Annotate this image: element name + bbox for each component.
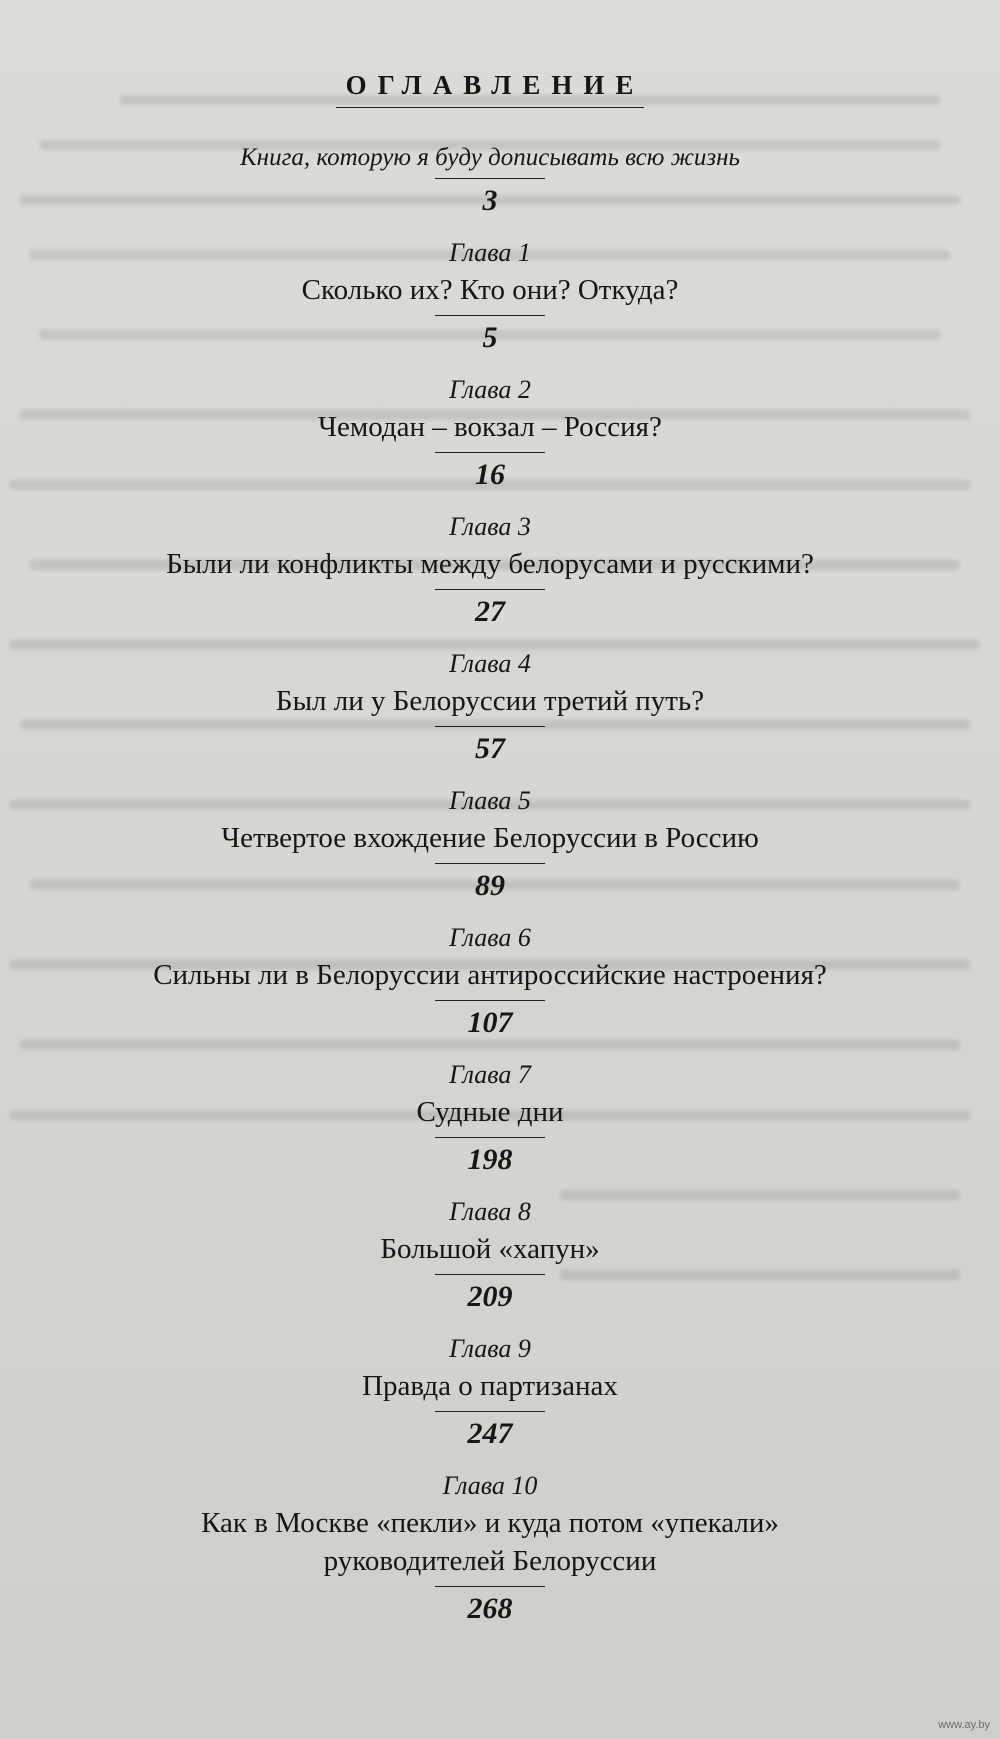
page-number: 268 bbox=[467, 1592, 513, 1625]
chapter-label: Глава 5 bbox=[449, 786, 531, 815]
page-number: 89 bbox=[475, 869, 505, 902]
divider-rule bbox=[435, 863, 545, 864]
chapter-entry-6 bbox=[60, 920, 920, 1041]
chapter-label: Глава 1 bbox=[449, 238, 531, 267]
chapter-title: Правда о партизанах bbox=[362, 1370, 618, 1402]
divider-rule bbox=[435, 726, 545, 727]
chapter-title: Был ли у Белоруссии третий путь? bbox=[275, 685, 705, 717]
page-number: 198 bbox=[467, 1143, 513, 1176]
chapter-title: Сколько их? Кто они? Откуда? bbox=[301, 274, 679, 306]
chapter-entry-10 bbox=[60, 1468, 920, 1627]
chapter-label: Глава 10 bbox=[442, 1471, 538, 1500]
divider-rule bbox=[435, 178, 545, 179]
divider-rule bbox=[435, 452, 545, 453]
chapter-title: Были ли конфликты между белорусами и русскими? bbox=[166, 548, 814, 580]
divider-rule bbox=[435, 1274, 545, 1275]
chapter-entry-2 bbox=[60, 372, 920, 493]
divider-rule bbox=[435, 1411, 545, 1412]
intro-entry bbox=[60, 144, 920, 219]
divider-rule bbox=[435, 589, 545, 590]
chapter-entry-4 bbox=[60, 646, 920, 767]
divider-rule bbox=[435, 1000, 545, 1001]
chapter-label: Глава 2 bbox=[449, 375, 531, 404]
page-number: 107 bbox=[467, 1006, 513, 1039]
page-number: 247 bbox=[467, 1417, 513, 1450]
page-number: 57 bbox=[475, 732, 505, 765]
chapter-title: Большой «хапун» bbox=[380, 1233, 600, 1265]
chapter-title: Чемодан – вокзал – Россия? bbox=[318, 411, 662, 443]
chapter-label: Глава 3 bbox=[449, 512, 531, 541]
chapter-title: Судные дни bbox=[416, 1096, 564, 1128]
divider-rule bbox=[435, 315, 545, 316]
page-number: 16 bbox=[475, 458, 505, 491]
chapter-entry-1 bbox=[60, 235, 920, 356]
chapter-title: Четвертое вхождение Белоруссии в Россию bbox=[221, 822, 759, 854]
chapter-entry-8 bbox=[60, 1194, 920, 1315]
page-number: 27 bbox=[475, 595, 505, 628]
chapter-title: Сильны ли в Белоруссии антироссийские настроения? bbox=[153, 959, 827, 991]
chapter-label: Глава 6 bbox=[449, 923, 531, 952]
chapter-label: Глава 7 bbox=[449, 1060, 531, 1089]
table-of-contents bbox=[60, 70, 920, 1627]
chapter-label: Глава 8 bbox=[449, 1197, 531, 1226]
toc-heading: ОГЛАВЛЕНИЕ bbox=[336, 70, 645, 108]
page-number: 5 bbox=[482, 321, 498, 354]
chapter-entry-7 bbox=[60, 1057, 920, 1178]
page-number: 3 bbox=[482, 184, 498, 217]
chapter-title: Как в Москве «пекли» и куда потом «упекали» руководителей Белоруссии bbox=[201, 1507, 779, 1577]
chapter-entry-9 bbox=[60, 1331, 920, 1452]
intro-title: Книга, которую я буду дописывать всю жизнь bbox=[240, 144, 740, 171]
chapter-entry-3 bbox=[60, 509, 920, 630]
page-number: 209 bbox=[467, 1280, 513, 1313]
chapter-label: Глава 9 bbox=[449, 1334, 531, 1363]
divider-rule bbox=[435, 1137, 545, 1138]
chapter-entry-5 bbox=[60, 783, 920, 904]
chapter-label: Глава 4 bbox=[449, 649, 531, 678]
site-watermark: www.ay.by bbox=[938, 1719, 990, 1731]
divider-rule bbox=[435, 1586, 545, 1587]
